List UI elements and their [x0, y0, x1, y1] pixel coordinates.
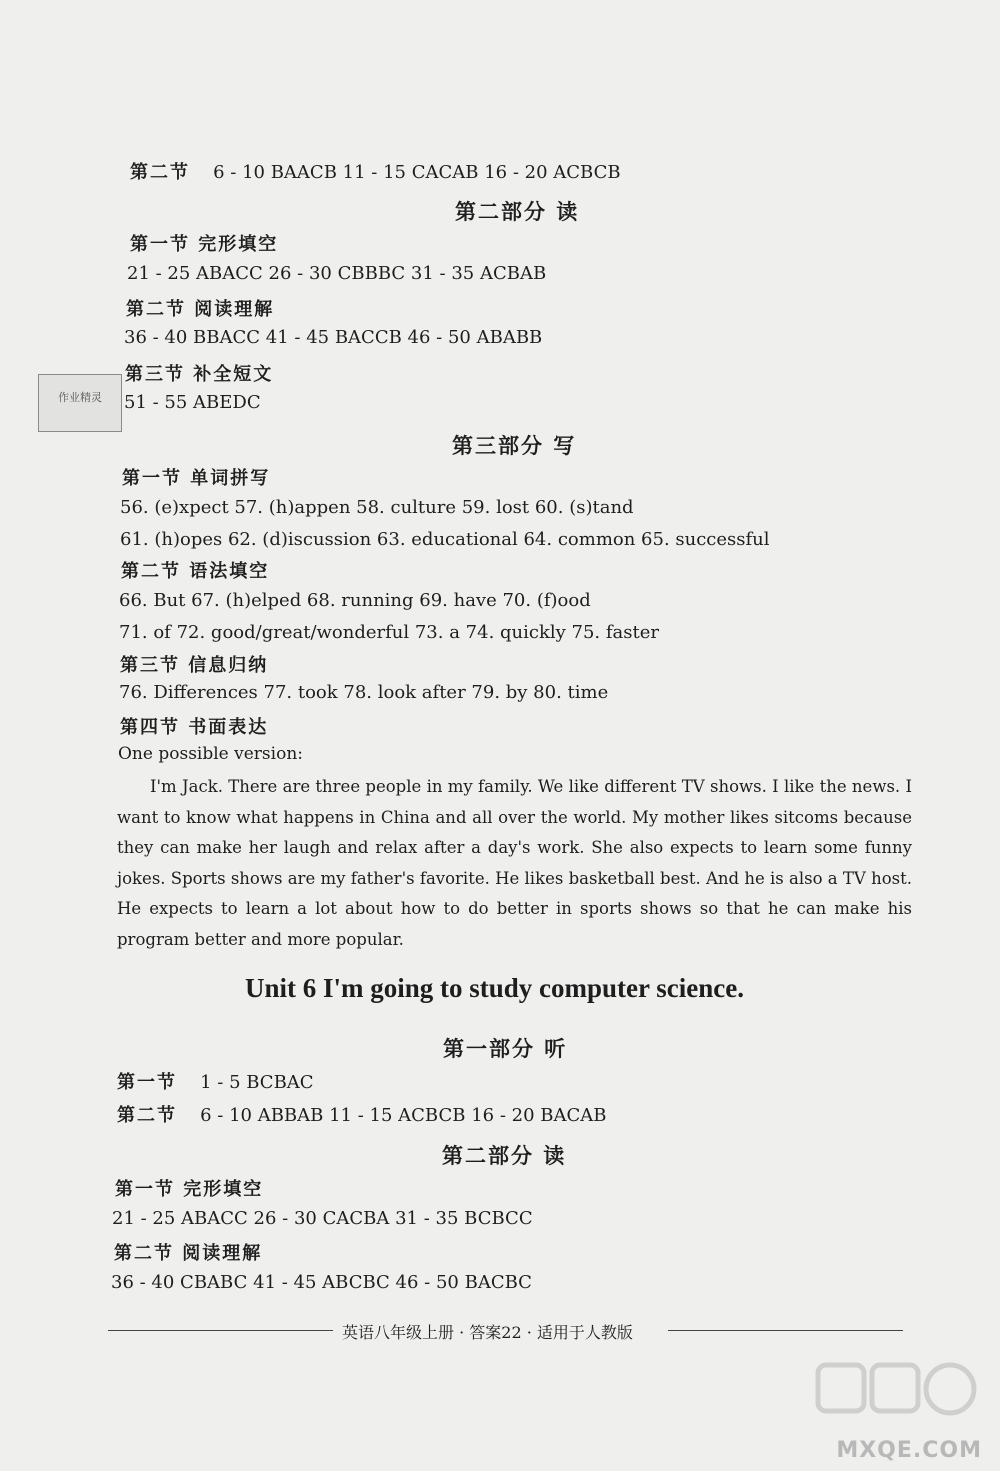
answer-text: 61. (h)opes 62. (d)iscussion 63. educational 64. common 65. successful — [120, 529, 770, 550]
essay — [117, 772, 912, 955]
answer-text: 6 - 10 ABBAB 11 - 15 ACBCB 16 - 20 BACAB — [200, 1105, 607, 1126]
answer-text: 56. (e)xpect 57. (h)appen 58. culture 59. lost 60. (s)tand — [120, 497, 634, 518]
answer-text: 76. Differences 77. took 78. look after 79. by 80. time — [119, 682, 609, 703]
answer-row — [117, 1068, 314, 1094]
answer-text: 21 - 25 ABACC 26 - 30 CBBBC 31 - 35 ACBAB — [127, 263, 547, 284]
answer-text: 66. But 67. (h)elped 68. running 69. have 70. (f)ood — [119, 590, 591, 611]
answer-text: 21 - 25 ABACC 26 - 30 CACBA 31 - 35 BCBCC — [112, 1208, 533, 1229]
answer-text: 6 - 10 BAACB 11 - 15 CACAB 16 - 20 ACBCB — [213, 162, 621, 183]
section-label: 第三节 信息归纳 — [120, 655, 269, 676]
answer-text: 71. of 72. good/great/wonderful 73. a 74. quickly 75. faster — [119, 622, 659, 643]
section-label: 第二节 — [130, 162, 190, 183]
footer-rule-left — [108, 1330, 333, 1331]
part-heading-listen: 第一部分 听 — [443, 1036, 568, 1061]
section-label: 第三节 补全短文 — [125, 364, 274, 385]
part-heading-write: 第三部分 写 — [452, 433, 577, 458]
answer-text: 36 - 40 BBACC 41 - 45 BACCB 46 - 50 ABABB — [124, 327, 543, 348]
version-label: One possible version: — [118, 744, 303, 764]
part-heading-read: 第二部分 读 — [442, 1143, 567, 1168]
section-label: 第二节 阅读理解 — [126, 299, 275, 320]
footer-rule-right — [668, 1330, 903, 1331]
section-label: 第一节 完形填空 — [115, 1179, 264, 1200]
section-label: 第二节 阅读理解 — [114, 1243, 263, 1264]
stamp-logo — [38, 374, 122, 432]
essay-text: I'm Jack. There are three people in my family. We like different TV shows. I like the news. I want to know what happens in China and all over the world. My mother likes sitcoms because they can make her laugh and relax after a day's work. She also expects to learn some funny jokes. Sports shows are my father's favorite. He likes basketball best. And he is also a TV host. He expects to learn a lot about how to do better in sports shows so that he can make his program better and more popular. — [117, 777, 912, 949]
stamp-text: 作业精灵 — [58, 391, 102, 404]
section-label: 第一节 — [117, 1072, 177, 1093]
page-footer: 英语八年级上册 · 答案22 · 适用于人教版 — [342, 1323, 633, 1342]
unit-title: Unit 6 I'm going to study computer science. — [245, 973, 744, 1003]
section-label: 第一节 单词拼写 — [122, 468, 271, 489]
watermark-text: MXQE.COM — [836, 1438, 982, 1463]
answer-row — [117, 1101, 607, 1127]
section-label: 第二节 — [117, 1105, 177, 1126]
part-heading-read: 第二部分 读 — [455, 199, 580, 224]
answer-text: 36 - 40 CBABC 41 - 45 ABCBC 46 - 50 BACBC — [111, 1272, 532, 1293]
answer-text: 51 - 55 ABEDC — [124, 392, 261, 413]
section-label: 第四节 书面表达 — [120, 717, 269, 738]
section-label: 第二节 语法填空 — [121, 561, 270, 582]
answer-row — [130, 158, 621, 184]
section-label: 第一节 完形填空 — [130, 234, 279, 255]
answer-text: 1 - 5 BCBAC — [200, 1072, 314, 1093]
